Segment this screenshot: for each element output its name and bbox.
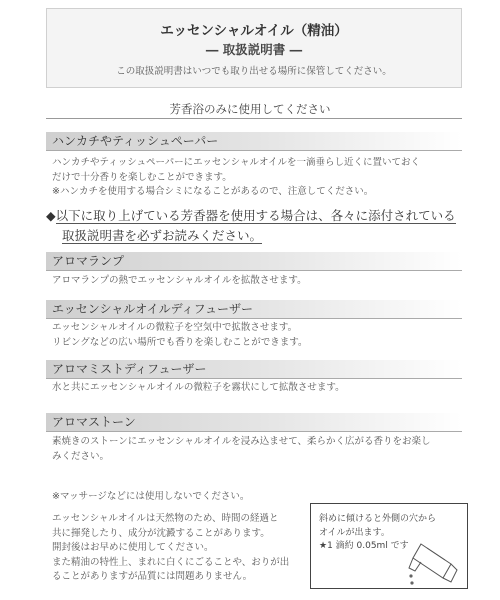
- section-title-mist-diffuser: アロマミストディフューザー: [46, 360, 462, 379]
- tip-line: 斜めに傾けると外側の穴から: [319, 514, 437, 524]
- body-line: 水と共にエッセンシャルオイルの微粒子を霧状にして拡散させます。: [52, 382, 345, 393]
- body-line: だけで十分香りを楽しむことができます。: [52, 171, 232, 183]
- storage-quality-notes: [52, 512, 307, 585]
- header-box: [46, 8, 462, 88]
- body-line: エッセンシャルオイルは天然物のため、時間の経過と: [52, 513, 279, 524]
- section-body-diffuser: [52, 321, 460, 350]
- section-title-diffuser: エッセンシャルオイルディフューザー: [46, 300, 462, 319]
- notice: [46, 206, 476, 246]
- body-line: ることがありますが品質には問題ありません。: [52, 571, 253, 582]
- body-line: エッセンシャルオイルの微粒子を空気中で拡散させます。: [52, 322, 298, 333]
- section-body-aroma-lamp: [52, 274, 460, 289]
- section-title-aroma-lamp: アロマランプ: [46, 252, 462, 271]
- tip-line: オイルが出ます。: [319, 527, 390, 538]
- body-line: アロマランプの熱でエッセンシャルオイルを拡散させます。: [52, 275, 307, 286]
- notice-line-2: 取扱説明書を必ずお読みください。: [62, 228, 263, 243]
- body-line: ※ハンカチを使用する場合シミになることがあるので、注意してください。: [52, 186, 374, 197]
- oil-drop-icon: [410, 581, 413, 584]
- tilted-bottle-icon: [407, 538, 463, 588]
- document-title: エッセンシャルオイル（精油）: [160, 23, 348, 39]
- section-title-handkerchief: ハンカチやティッシュペーパー: [46, 132, 462, 151]
- body-line: 共に揮発したり、成分が沈澱することがあります。: [52, 527, 270, 539]
- pouring-tip-box: [310, 503, 468, 589]
- document-subtitle: ― 取扱説明書 ―: [205, 42, 303, 57]
- section-body-aroma-stone: [52, 435, 460, 464]
- body-line: みください。: [52, 450, 110, 462]
- section-body-mist-diffuser: [52, 381, 460, 396]
- tip-line: ★1 滴約 0.05ml です: [319, 541, 409, 551]
- diamond-icon: ◆: [46, 208, 56, 223]
- body-line: リビングなどの広い場所でも香りを楽しむことができます。: [52, 336, 308, 348]
- massage-warning: ※マッサージなどには使用しないでください。: [52, 491, 250, 502]
- section-body-handkerchief: [52, 156, 460, 200]
- oil-drop-icon: [409, 574, 412, 577]
- divider: [46, 118, 462, 119]
- section-title-aroma-stone: アロマストーン: [46, 413, 462, 432]
- body-line: また精油の特性上、まれに白くにごることや、おりが出: [52, 556, 290, 568]
- storage-note: この取扱説明書はいつでも取り出せる場所に保管してください。: [116, 66, 392, 77]
- body-line: ハンカチやティッシュペーパーにエッセンシャルオイルを一滴垂らし近くに置いておく: [52, 157, 420, 168]
- notice-line-1: 以下に取り上げている芳香器を使用する場合は、各々に添付されている: [55, 208, 456, 223]
- body-line: 開封後はお早めに使用してください。: [52, 542, 214, 553]
- aroma-bath-only-heading: 芳香浴のみに使用してください: [169, 102, 331, 116]
- body-line: 素焼きのストーンにエッセンシャルオイルを浸み込ませて、柔らかく広がる香りをお楽し: [52, 436, 431, 447]
